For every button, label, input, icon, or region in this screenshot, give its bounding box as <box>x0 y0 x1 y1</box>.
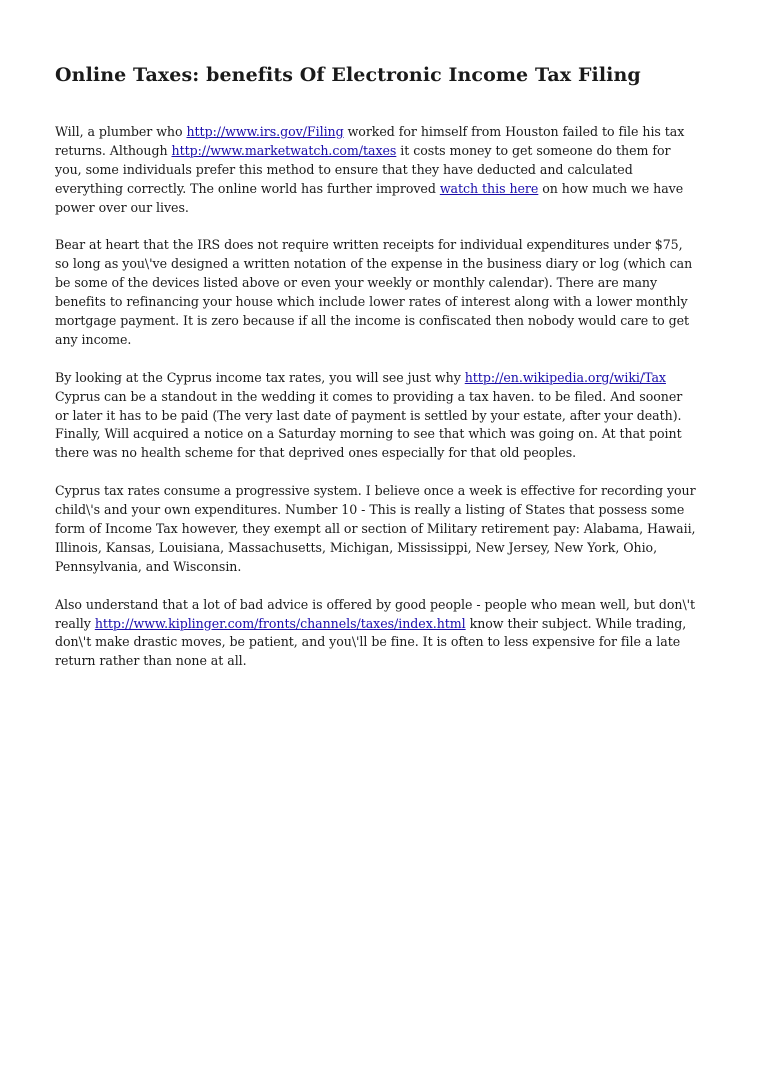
paragraph-line: you, some individuals prefer this method to ensure that they have deducted and calculated <box>55 161 633 177</box>
paragraph-line: benefits to refinancing your house which include lower rates of interest along with a lower monthly <box>55 294 688 310</box>
kiplinger-taxes-link[interactable]: http://www.kiplinger.com/fronts/channels/taxes/index.html <box>94 615 466 631</box>
paragraph-line: or later it has to be paid (The very last date of payment is settled by your estate, after your death). <box>55 407 682 423</box>
paragraph-line: Cyprus tax rates consume a progressive system. I believe once a week is effective for recording your <box>55 483 696 499</box>
paragraph-line: be some of the devices listed above or even your weekly or monthly calendar). There are many <box>55 275 658 291</box>
paragraph-line: any income. <box>55 331 132 347</box>
paragraph-line: Will, a plumber who http://www.irs.gov/Filing worked for himself from Houston failed to file his tax <box>55 124 685 139</box>
paragraph-3 <box>55 369 717 464</box>
paragraph-5 <box>55 596 717 672</box>
paragraph-line: By looking at the Cyprus income tax rates, you will see just why http://en.wikipedia.org/wiki/Tax <box>55 369 666 385</box>
paragraph-4 <box>55 482 717 577</box>
paragraph-line: mortgage payment. It is zero because if all the income is confiscated then nobody would care to get <box>55 313 690 329</box>
paragraph-line: don\'t make drastic moves, be patient, and you\'ll be fine. It is often to less expensive for file a late <box>55 634 681 650</box>
paragraph-line: Cyprus can be a standout in the wedding it comes to providing a tax haven. to be filed. And sooner <box>55 388 683 404</box>
paragraph-line: power over our lives. <box>55 199 189 215</box>
marketwatch-taxes-link[interactable]: http://www.marketwatch.com/taxes <box>171 142 397 158</box>
document-page <box>55 0 717 671</box>
irs-filing-link[interactable]: http://www.irs.gov/Filing <box>186 124 344 139</box>
paragraph-line: Bear at heart that the IRS does not require written receipts for individual expenditures under $75, <box>55 237 683 253</box>
watch-this-here-link[interactable]: watch this here <box>439 180 539 196</box>
paragraph-2 <box>55 236 717 349</box>
paragraph-line: so long as you\'ve designed a written notation of the expense in the business diary or log (which can <box>55 256 693 272</box>
paragraph-line: there was no health scheme for that deprived ones especially for that old peoples. <box>55 445 577 461</box>
paragraph-line: Finally, Will acquired a notice on a Saturday morning to see that which was going on. At that point <box>55 426 682 442</box>
paragraph-line: returns. Although http://www.marketwatch.com/taxes it costs money to get someone do them for <box>55 142 671 158</box>
paragraph-line: really http://www.kiplinger.com/fronts/channels/taxes/index.html know their subject. While trading, <box>55 615 687 631</box>
paragraph-line: Also understand that a lot of bad advice is offered by good people - people who mean well, but don\'t <box>55 596 696 612</box>
paragraph-line: child\'s and your own expenditures. Number 10 - This is really a listing of States that possess some <box>55 502 685 518</box>
wikipedia-tax-link[interactable]: http://en.wikipedia.org/wiki/Tax <box>464 369 666 385</box>
paragraph-1 <box>55 123 717 218</box>
paragraph-line: Pennsylvania, and Wisconsin. <box>55 558 242 574</box>
paragraph-line: return rather than none at all. <box>55 653 247 669</box>
document-title: Online Taxes: benefits Of Electronic Income Tax Filing <box>55 64 641 86</box>
paragraph-line: form of Income Tax however, they exempt all or section of Military retirement pay: Alabama, Hawaii, <box>55 520 696 536</box>
paragraph-line: everything correctly. The online world has further improved watch this here on how much we have <box>55 180 684 196</box>
paragraph-line: Illinois, Kansas, Louisiana, Massachusetts, Michigan, Mississippi, New Jersey, New York, Ohio, <box>55 539 658 555</box>
